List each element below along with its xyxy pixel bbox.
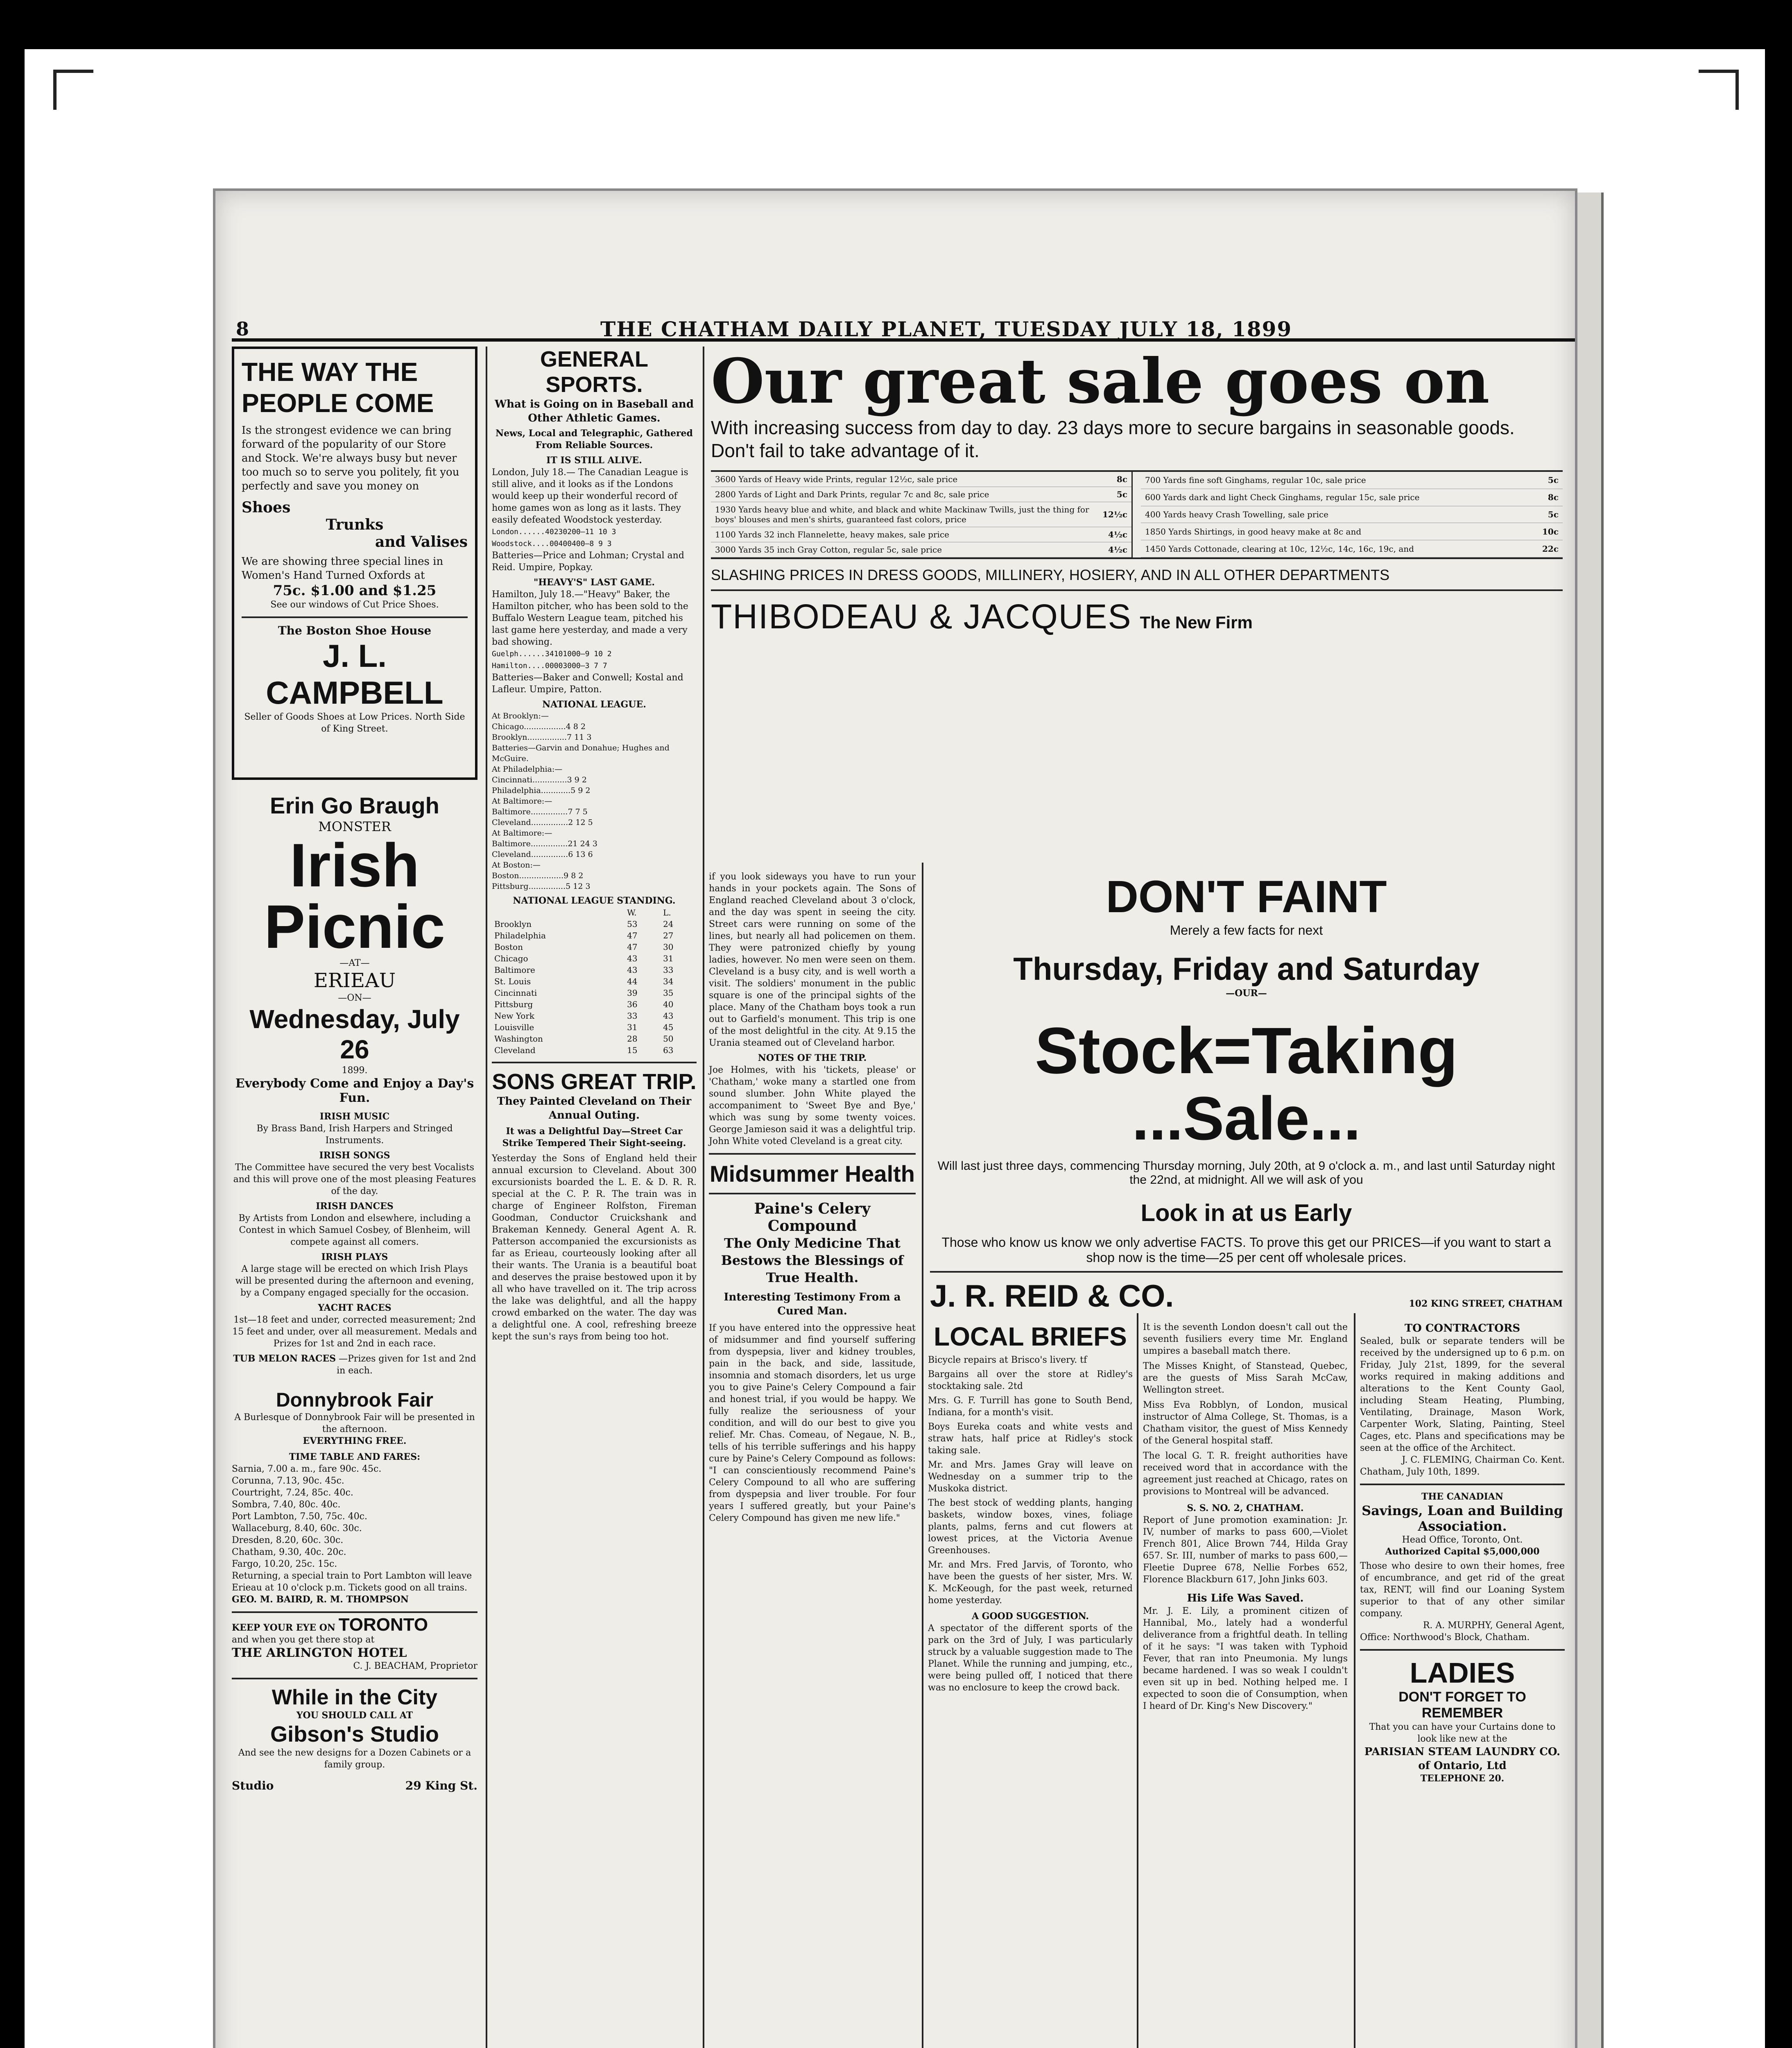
picnic-at: —AT— <box>339 958 370 968</box>
gibson-name: Gibson's Studio <box>270 1722 439 1747</box>
toronto-line1: KEEP YOUR EYE ON <box>232 1622 336 1633</box>
price-item: 1100 Yards 32 inch Flannelette, heavy makes, sale price <box>711 527 1098 542</box>
notes-head: NOTES OF THE TRIP. <box>758 1053 867 1063</box>
ad-name: J. L. CAMPBELL <box>266 638 443 711</box>
divider <box>930 1271 1563 1273</box>
sons-sub2: It was a Delightful Day—Street Car Strike Tempered Their Sight-seeing. <box>502 1126 686 1149</box>
price-item: 700 Yards fine soft Ginghams, regular 10c, sale price <box>1141 472 1529 489</box>
standings-cell: Louisville <box>494 1022 534 1032</box>
price-row <box>711 502 1132 527</box>
celery-sub3: Interesting Testimony From a Cured Man. <box>724 1291 901 1317</box>
reid-name: J. R. REID & CO. <box>930 1279 1174 1314</box>
reid-look: Look in at us Early <box>1140 1200 1352 1226</box>
story-head: "HEAVY'S" LAST GAME. <box>533 577 655 588</box>
column-3 <box>709 871 916 1524</box>
contractors-head: TO CONTRACTORS <box>1404 1322 1520 1334</box>
game-line: At Brooklyn:— <box>492 711 549 720</box>
column-5 <box>1143 1321 1348 1712</box>
price-row <box>711 542 1132 557</box>
divider <box>1360 1649 1565 1651</box>
standings-cell: Pittsburg <box>494 999 533 1009</box>
price-item: 600 Yards dark and light Check Ginghams, regular 15c, sale price <box>1141 489 1529 506</box>
standings-cell: New York <box>494 1011 534 1021</box>
game-line: Cincinnati..............3 9 2 <box>492 775 587 784</box>
returning-note: Returning, a special train to Port Lambton will leave Erieau at 10 o'clock p.m. Tickets good on all trains. <box>232 1571 472 1593</box>
sports-sub: What is Going on in Baseball and Other Athletic Games. <box>494 398 694 424</box>
standings-cell: 43 <box>663 1011 674 1021</box>
life-body: Mr. J. E. Lily, a prominent citizen of Hannibal, Mo., lately had a wonderful deliverance from a frightful death. In telling of it he says: "I was taken with Typhoid Fever, that ran into Pneumonia. My lungs became hardened. I was so weak I couldn't even sit up in bed. Nothing helped me. I expected to soon die of Consumption, when I heard of Dr. King's New Discovery." <box>1143 1606 1348 1711</box>
standings-cell: 45 <box>663 1022 674 1032</box>
ad-offer: We are showing three special lines in Women's Hand Turned Oxfords at <box>242 555 443 582</box>
standings-row <box>492 964 697 976</box>
sons-sub: They Painted Cleveland on Their Annual Outing. <box>497 1095 692 1121</box>
game-line: At Baltimore:— <box>492 829 552 838</box>
standings-table <box>492 907 697 1056</box>
standings-row <box>492 953 697 964</box>
column-4 <box>928 1321 1133 1694</box>
reid-detail: Will last just three days, commencing Thursday morning, July 20th, at 9 o'clock a. m., and last until Saturday night the 22nd, at midnight. All we will ask of you <box>937 1159 1555 1187</box>
standings-cell: St. Louis <box>494 976 531 986</box>
standings-cell: Washington <box>494 1034 543 1044</box>
divider <box>232 1678 477 1679</box>
picnic-section-text: The Committee have secured the very best Vocalists and this will prove one of the most pleasing Features of the day. <box>233 1162 476 1196</box>
page-number: 8 <box>236 318 249 340</box>
laundry-phone: TELEPHONE 20. <box>1420 1773 1505 1784</box>
story-head: NATIONAL LEAGUE STANDING. <box>513 895 676 906</box>
price-value: 22c <box>1529 540 1563 557</box>
standings-cell: 35 <box>663 988 674 998</box>
sale-sub: With increasing success from day to day. 23 days more to secure bargains in seasonable goods. Don't fail to take advantage of it. <box>711 417 1515 461</box>
reid-our: —OUR— <box>1226 988 1267 999</box>
brief-item: Mrs. G. F. Turrill has gone to South Bend, Indiana, for a month's visit. <box>928 1396 1133 1418</box>
divider <box>711 589 1563 591</box>
suggestion-body: A spectator of the different sports of the park on the 3rd of July, I was particularly struck by a valuable suggestion made to The Planet. While the running and jumping, etc., were being pulled off, I noticed that there was no enclosure to keep the crowd back. <box>928 1623 1133 1693</box>
sons-body: Yesterday the Sons of England held their annual excursion to Cleveland. About 300 excursionists boarded the L. E. & D. R. R. special at the C. P. R. The train was in charge of Engineer Rolfston, Fireman Goodman, Conductor Cruickshank and Brakeman Kennedy. General Agent A. R. Patterson accompanied the excursionists as far as Erieau, courteously looking after all their wants. The Urania is a beautiful boat and deserves the praise bestowed upon it by all who have travelled on it. The trip across the lake was delightful, and all the happy crowd embarked on the water. The day was a delightful one. A cool, refreshing breeze kept the sun's rays from being too hot. <box>492 1153 697 1342</box>
gibson-sub: YOU SHOULD CALL AT <box>296 1710 413 1721</box>
price-row <box>711 487 1132 502</box>
price-row <box>1141 523 1563 540</box>
standings-cell: 43 <box>627 954 638 963</box>
price-value: 8c <box>1098 472 1132 487</box>
standings-cell: 33 <box>663 965 674 975</box>
masthead-title: THE CHATHAM DAILY PLANET, TUESDAY JULY 18, 1899 <box>600 317 1292 341</box>
divider <box>492 1062 697 1063</box>
standings-cell: 47 <box>627 942 638 952</box>
reid-days: Thursday, Friday and Saturday <box>1013 951 1480 987</box>
standings-row <box>492 918 697 930</box>
picnic-title: Erin Go Braugh <box>270 793 439 818</box>
divider <box>242 616 468 618</box>
donnybrook-title: Donnybrook Fair <box>276 1389 434 1411</box>
column-paragraph: It is the seventh London doesn't call out the seventh fusiliers every time Mr. England umpires a baseball match there. <box>1143 1322 1348 1356</box>
standings-cell: 63 <box>663 1045 674 1055</box>
price-row <box>711 527 1132 542</box>
laundry-head: LADIES <box>1410 1657 1515 1689</box>
column-1 <box>232 347 477 1792</box>
brief-item: Bicycle repairs at Brisco's livery. tf <box>928 1355 1087 1365</box>
life-head: His Life Was Saved. <box>1187 1592 1304 1604</box>
brief-item: Mr. and Mrs. James Gray will leave on Wednesday on a summer trip to the Muskoka district. <box>928 1460 1133 1494</box>
fare-line: Chatham, 9.30, 40c. 20c. <box>232 1547 346 1557</box>
picnic-monster: MONSTER <box>318 819 391 834</box>
standings-cell: 53 <box>627 919 638 929</box>
briefs-head: LOCAL BRIEFS <box>934 1322 1127 1351</box>
price-item: 3000 Yards 35 inch Gray Cotton, regular 5c, sale price <box>711 542 1098 557</box>
column-paragraph: The Misses Knight, of Stanstead, Quebec, are the guests of Miss Sarah McCaw, Wellington street. <box>1143 1361 1348 1395</box>
fare-line: Dresden, 8.20, 60c. 30c. <box>232 1535 344 1545</box>
fare-line: Sombra, 7.40, 80c. 40c. <box>232 1500 341 1510</box>
ad-body: Is the strongest evidence we can bring forward of the popularity of our Store and Stock. We're always busy but never too much so to serve you politely, fit you perfectly and save you money on <box>242 424 459 492</box>
reid-sale2: ...Sale... <box>1132 1084 1361 1153</box>
thibodeau-ad <box>711 347 1563 637</box>
picnic-ad <box>232 792 477 1792</box>
standings-cell: Cincinnati <box>494 988 537 998</box>
standings-col: W. <box>627 908 637 918</box>
game-line: At Baltimore:— <box>492 797 552 806</box>
brief-item: The best stock of wedding plants, hanging baskets, window boxes, vines, foliage plants, palms, ferns and cut flowers at lowest prices, at the Victoria Avenue Greenhouses. <box>928 1498 1133 1556</box>
price-value: 12½c <box>1098 502 1132 527</box>
standings-cell: 47 <box>627 931 638 940</box>
column-paragraph: Miss Eva Robblyn, of London, musical instructor of Alma College, St. Thomas, is a Chatham visitor, the guest of Miss Kennedy of the General hospital staff. <box>1143 1400 1348 1446</box>
reid-head: DON'T FAINT <box>1106 872 1387 922</box>
picnic-section-head: IRISH SONGS <box>319 1150 390 1161</box>
game-line: Philadelphia............5 9 2 <box>492 786 591 795</box>
story-body: Hamilton, July 18.—"Heavy" Baker, the Hamilton pitcher, who has been sold to the Buffalo Western League team, pitched his last game here yesterday, and made a very bad showing. <box>492 589 688 647</box>
brief-item: Boys Eureka coats and white vests and straw hats, half price at Ridley's stock taking sale. <box>928 1422 1133 1456</box>
standings-cell: 40 <box>663 999 674 1009</box>
divider <box>1360 1484 1565 1485</box>
batteries: Batteries—Baker and Conwell; Kostal and Lafleur. Umpire, Patton. <box>492 673 683 695</box>
suggestion-head: A GOOD SUGGESTION. <box>971 1611 1089 1622</box>
standings-row <box>492 1022 697 1033</box>
story-body: London, July 18.— The Canadian League is still alive, and it looks as if the Londons would keep up their wonderful record of home games won as long as it lasts. They easily defeated Woodstock yesterday. <box>492 467 688 525</box>
standings-cell: 24 <box>663 919 674 929</box>
fare-line: Wallaceburg, 8.40, 60c. 30c. <box>232 1523 362 1534</box>
game-line: Cleveland...............6 13 6 <box>492 850 593 859</box>
price-item: 1930 Yards heavy blue and white, and black and white Mackinaw Twills, just the thing for boys' blouses and men's shirts, guaranteed fast colors, price <box>711 502 1098 527</box>
gibson-head: While in the City <box>272 1686 438 1709</box>
reid-address: 102 KING STREET, CHATHAM <box>1409 1298 1563 1309</box>
campbell-ad <box>232 347 477 780</box>
contractors-signer: J. C. FLEMING, Chairman Co. Kent. <box>1402 1455 1565 1465</box>
celery-body: If you have entered into the oppressive heat of midsummer and find yourself suffering from dyspepsia, liver and kidney troubles, pain in the back, and side, lassitude, insomnia and stomach disorders, let us urge you to give Paine's Celery Compound a fair and honest trial, if you would be happy. We fully realize the seriousness of your condition, and will do our best to give you relief. Mr. Chas. Comeau, of Negaue, N. B., tells of his terrible sufferings and his happy cure by Paine's Celery Compound as follows: "I can conscientiously recommend Paine's Celery Compound to all who are suffering from dyspepsia and liver trouble. For four years I suffered greatly, but your Paine's Celery Compound has given me new life." <box>709 1323 916 1523</box>
standings-cell: 28 <box>627 1034 638 1044</box>
standings-cell: 44 <box>627 976 638 986</box>
brief-item: Mr. and Mrs. Fred Jarvis, of Toronto, who have been the guests of her sister, Mrs. W. K. McKeough, for the past week, returned home yesterday. <box>928 1560 1133 1606</box>
price-row <box>1141 489 1563 506</box>
price-list-left <box>711 472 1133 557</box>
games-list <box>492 711 697 892</box>
school-head: S. S. NO. 2, CHATHAM. <box>1187 1503 1304 1513</box>
ad-store: The Boston Shoe House <box>278 624 432 637</box>
hotel-proprietor: C. J. BEACHAM, Proprietor <box>353 1661 477 1671</box>
laundry-text: That you can have your Curtains done to look like new at the <box>1369 1722 1556 1744</box>
game-line: Boston..................9 8 2 <box>492 871 584 880</box>
standings-cell: 31 <box>663 954 674 963</box>
committee-signers: GEO. M. BAIRD, R. M. THOMPSON <box>232 1594 409 1605</box>
masthead <box>232 314 1575 342</box>
standings-cell: Baltimore <box>494 965 535 975</box>
divider <box>709 1153 916 1155</box>
picnic-date: Wednesday, July 26 <box>249 1004 460 1064</box>
price-item: 1850 Yards Shirtings, in good heavy make at 8c and <box>1141 523 1529 540</box>
picnic-section-head: IRISH MUSIC <box>319 1111 390 1122</box>
story-head: IT IS STILL ALIVE. <box>546 455 642 466</box>
game-line: Brooklyn................7 11 3 <box>492 733 592 742</box>
standings-cell: Philadelphia <box>494 931 546 940</box>
gibson-address: 29 King St. <box>405 1779 477 1792</box>
standings-cell: Brooklyn <box>494 919 532 929</box>
price-list-right <box>1141 472 1563 557</box>
standings-cell: Boston <box>494 942 523 952</box>
column-2 <box>492 347 697 1343</box>
crop-mark <box>53 70 93 110</box>
game-line: Batteries—Garvin and Donahue; Hughes and McGuire. <box>492 743 670 763</box>
standings-row <box>492 987 697 999</box>
standings-cell: 36 <box>627 999 638 1009</box>
column-rule <box>1354 1313 1355 2048</box>
savings-capital: Authorized Capital $5,000,000 <box>1385 1546 1540 1557</box>
standings-cell: Chicago <box>494 954 528 963</box>
standings-cell: 39 <box>627 988 638 998</box>
score-line: Hamilton....00003000—3 7 7 <box>492 662 607 670</box>
standings-row <box>492 976 697 987</box>
standings-cell: 43 <box>627 965 638 975</box>
price-item: 3600 Yards of Heavy wide Prints, regular 12½c, sale price <box>711 472 1098 487</box>
sports-sub2: News, Local and Telegraphic, Gathered From Reliable Sources. <box>496 428 693 451</box>
firm-tag: The New Firm <box>1140 613 1253 632</box>
notes-body: Joe Holmes, with his 'tickets, please' or 'Chatham,' woke many a startled one from sound slumber. John White played the accompaniment to 'Sweet Bye and Bye,' which was sung by some twenty voices. George Jamieson said it was a delightful trip. John White voted Cleveland is a great city. <box>709 1065 916 1146</box>
fare-line: Sarnia, 7.00 a. m., fare 90c. 45c. <box>232 1464 382 1474</box>
score-line: Woodstock....00400400—8 9 3 <box>492 539 612 548</box>
laundry-name: PARISIAN STEAM LAUNDRY CO. of Ontario, Ltd <box>1364 1746 1561 1772</box>
game-line: Cleveland...............2 12 5 <box>492 818 593 827</box>
fares-list <box>232 1463 477 1570</box>
standings-cell: 50 <box>663 1034 674 1044</box>
slash-line: SLASHING PRICES IN DRESS GOODS, MILLINERY, HOSIERY, AND IN ALL OTHER DEPARTMENTS <box>711 566 1390 583</box>
standings-row <box>492 1033 697 1044</box>
picnic-section-text: 1st—18 feet and under, corrected measurement; 2nd 15 feet and under, over all measurement. Medals and Prizes for 1st and 2nd in each race. <box>232 1315 477 1349</box>
picnic-section-head: TUB MELON RACES <box>233 1353 336 1364</box>
fare-line: Fargo, 10.20, 25c. 15c. <box>232 1559 337 1569</box>
column-paragraph: The local G. T. R. freight authorities have received word that in accordance with the agreement just reached at Chicago, rates on provisions to Montreal will be advanced. <box>1143 1451 1348 1497</box>
gibson-text: And see the new designs for a Dozen Cabinets or a family group. <box>238 1748 471 1770</box>
donnybrook-sub: A Burlesque of Donnybrook Fair will be presented in the afternoon. <box>234 1412 475 1434</box>
standings-cell: 34 <box>663 976 674 986</box>
firm-name: THIBODEAU & JACQUES <box>711 597 1132 636</box>
price-value: 4½c <box>1098 527 1132 542</box>
price-row <box>711 472 1132 487</box>
column-6 <box>1360 1321 1565 1785</box>
contractors-date: Chatham, July 10th, 1899. <box>1360 1467 1480 1477</box>
divider <box>709 1193 916 1194</box>
standings-row <box>492 999 697 1010</box>
game-line: At Boston:— <box>492 861 541 870</box>
game-line: Pittsburg...............5 12 3 <box>492 882 591 891</box>
fare-line: Courtright, 7.24, 85c. 40c. <box>232 1488 353 1498</box>
batteries: Batteries—Price and Lohman; Crystal and Reid. Umpire, Popkay. <box>492 551 684 573</box>
celery-sub2: The Only Medicine That Bestows the Blessings of True Health. <box>721 1235 904 1285</box>
ad-item: Shoes <box>242 499 291 516</box>
picnic-invite: Everybody Come and Enjoy a Day's Fun. <box>235 1076 474 1105</box>
brief-item: Bargains all over the store at Ridley's stocktaking sale. 2td <box>928 1369 1133 1391</box>
sale-headline: Our great sale goes on <box>711 345 1490 417</box>
game-line: Baltimore...............7 7 5 <box>492 807 588 816</box>
picnic-section-text: By Artists from London and elsewhere, including a Contest in which Samuel Cosbey, of Blenheim, will compete against all comers. <box>238 1213 471 1247</box>
reid-facts: Those who know us know we only advertise FACTS. To prove this get our PRICES—if you want to start a shop now is the time—25 per cent off wholesale prices. <box>941 1235 1551 1265</box>
price-value: 4½c <box>1098 542 1132 557</box>
savings-agent: R. A. MURPHY, General Agent, <box>1423 1620 1565 1631</box>
savings-head: Savings, Loan and Building Association. <box>1362 1503 1563 1534</box>
picnic-year: 1899. <box>342 1065 368 1076</box>
price-value: 5c <box>1529 472 1563 489</box>
fare-line: Corunna, 7.13, 90c. 45c. <box>232 1476 344 1486</box>
ad-note: See our windows of Cut Price Shoes. <box>270 600 439 610</box>
price-item: 1450 Yards Cottonade, clearing at 10c, 12½c, 14c, 16c, 19c, and <box>1141 540 1529 557</box>
standings-cell: 27 <box>663 931 674 940</box>
price-value: 5c <box>1098 487 1132 502</box>
picnic-on: —ON— <box>338 993 371 1003</box>
story-head: NATIONAL LEAGUE. <box>542 699 646 710</box>
standings-row <box>492 930 697 941</box>
ad-item: and Valises <box>375 533 468 551</box>
fares-head: TIME TABLE AND FARES: <box>289 1452 421 1462</box>
column-rule <box>922 863 923 2048</box>
picnic-section-text: —Prizes given for 1st and 2nd in each. <box>337 1354 476 1376</box>
standings-col: L. <box>663 908 671 918</box>
ad-prices: 75c. $1.00 and $1.25 <box>273 582 437 599</box>
celery-sub1: Paine's Celery Compound <box>754 1200 871 1235</box>
picnic-section-text: By Brass Band, Irish Harpers and Stringed Instruments. <box>256 1124 453 1146</box>
hotel-name: THE ARLINGTON HOTEL <box>232 1646 407 1660</box>
price-value: 5c <box>1529 506 1563 523</box>
donnybrook-free: EVERYTHING FREE. <box>303 1436 407 1446</box>
ad-item: Trunks <box>326 516 384 533</box>
sons-head: SONS GREAT TRIP. <box>492 1069 697 1094</box>
column-rule <box>1137 1313 1138 2048</box>
standings-cell: 31 <box>627 1022 638 1032</box>
price-item: 400 Yards heavy Crash Towelling, sale price <box>1141 506 1529 523</box>
standings-row <box>492 1010 697 1022</box>
savings-office: Head Office, Toronto, Ont. <box>1402 1535 1523 1545</box>
price-item: 2800 Yards of Light and Dark Prints, regular 7c and 8c, sale price <box>711 487 1098 502</box>
price-value: 8c <box>1529 489 1563 506</box>
game-line: Chicago.................4 8 2 <box>492 722 586 731</box>
score-line: Guelph......34101000—9 10 2 <box>492 650 612 658</box>
standings-cell: 15 <box>627 1045 638 1055</box>
briefs-list <box>928 1354 1133 1606</box>
picnic-picnic: Picnic <box>264 892 445 961</box>
standings-cell: 33 <box>627 1011 638 1021</box>
fare-line: Port Lambton, 7.50, 75c. 40c. <box>232 1511 367 1522</box>
ad-address: Seller of Goods Shoes at Low Prices. North Side of King Street. <box>244 712 465 734</box>
picnic-section-head: YACHT RACES <box>318 1303 391 1313</box>
toronto-city: TORONTO <box>338 1615 428 1635</box>
reid-ad <box>930 871 1563 1314</box>
game-line: Baltimore...............21 24 3 <box>492 839 597 848</box>
picnic-section-text: A large stage will be erected on which Irish Plays will be presented during the afternoon and evening, by a Company engaged specially for the occasion. <box>235 1264 474 1298</box>
savings-pre: THE CANADIAN <box>1421 1491 1503 1502</box>
column-rule <box>703 347 704 2048</box>
laundry-sub: DON'T FORGET TO REMEMBER <box>1398 1689 1526 1721</box>
price-row <box>1141 472 1563 489</box>
contractors-body: Sealed, bulk or separate tenders will be received by the undersigned up to 6 p.m. on Friday, July 21st, 1899, for the several works required in making additions and alterations to the Kent County Gaol, including Steam Heating, Plumbing, Ventilating, Drainage, Mason Work, Carpenter Work, Slating, Painting, Steel Cages, etc. Plans and specifications may be seen at the office of the Architect. <box>1360 1336 1565 1453</box>
toronto-line2: and when you get there stop at <box>232 1635 375 1645</box>
crop-mark <box>1699 70 1739 110</box>
cleveland-body: if you look sideways you have to run your hands in your pockets again. The Sons of England reached Cleveland about 3 o'clock, and the day was spent in seeing the city. Street cars were running on some of the lines, but nearly all had policemen on them. They were patronized chiefly by young ladies, however. No men were seen on them. Cleveland is a busy city, and is well worth a visit. The soldiers' monument in the public square is one of the principal sights of the place. Many of the Chatham boys took a run out to Garfield's monument. This trip is one of the most delightful in the city. At 9.15 the Urania steamed out of Cleveland harbor. <box>709 872 916 1048</box>
picnic-section-head: IRISH PLAYS <box>321 1252 388 1262</box>
picnic-irish: Irish <box>290 831 420 899</box>
school-body: Report of June promotion examination: Jr. IV, number of marks to pass 600,—Violet French 801, Alice Brown 744, Hilda Gray 657. Sr. III, number of marks to pass 600,—Fleetie Dupree 678, Nellie Forbes 652, Florence Blackburn 617, John Jinks 603. <box>1143 1515 1348 1585</box>
picnic-section-head: IRISH DANCES <box>316 1201 394 1212</box>
price-row <box>1141 540 1563 557</box>
standings-cell: Cleveland <box>494 1045 536 1055</box>
savings-body: Those who desire to own their homes, free of encumbrance, and get rid of the great tax, RENT, will find our Loaning System superior to that of any other similar company. <box>1360 1561 1565 1619</box>
ad-headline: THE WAY THE PEOPLE COME <box>242 357 434 418</box>
savings-agent-office: Office: Northwood's Block, Chatham. <box>1360 1632 1530 1642</box>
divider <box>232 1611 477 1613</box>
game-line: At Philadelphia:— <box>492 765 563 774</box>
gibson-studio: Studio <box>232 1779 274 1792</box>
newspaper-page <box>213 188 1577 2048</box>
column-rule <box>486 347 487 2048</box>
reid-sale1: Stock=Taking <box>1035 1014 1458 1087</box>
standings-col <box>492 907 624 918</box>
standings-row <box>492 941 697 953</box>
price-value: 10c <box>1529 523 1563 540</box>
celery-head: Midsummer Health <box>710 1161 915 1187</box>
standings-cell: 30 <box>663 942 674 952</box>
score-line: London......40230200—11 10 3 <box>492 528 616 536</box>
reid-sub: Merely a few facts for next <box>1170 923 1323 938</box>
sports-head: GENERAL SPORTS. <box>540 347 648 397</box>
standings-row <box>492 1044 697 1056</box>
picnic-place: ERIEAU <box>313 969 396 992</box>
price-row <box>1141 506 1563 523</box>
